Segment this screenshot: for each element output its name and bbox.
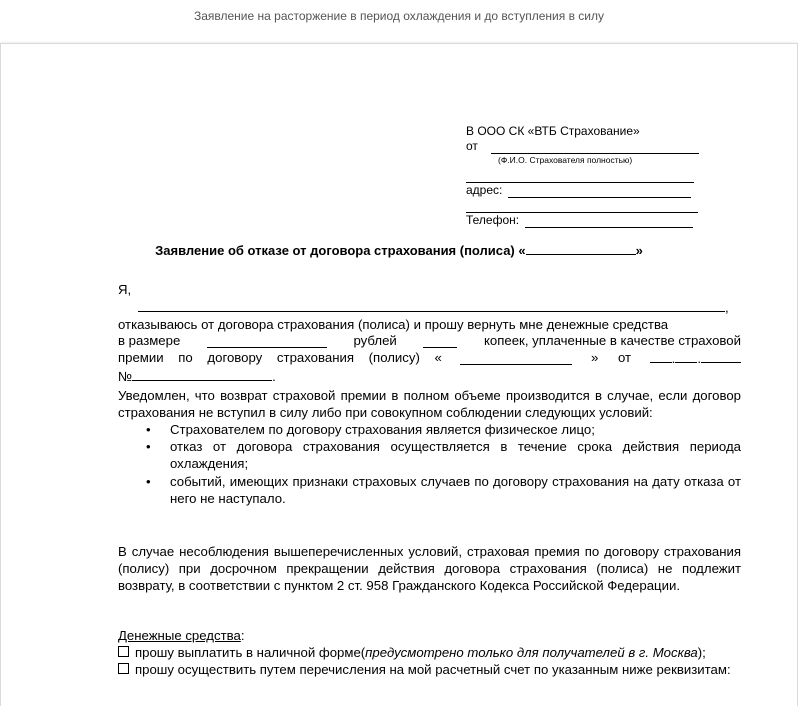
policy-row xyxy=(118,350,741,368)
list-item xyxy=(118,422,741,439)
from-row xyxy=(466,139,706,154)
non-compliance-paragraph: В случае несоблюдения вышеперечисленных условий, страховая премия по договору страхования (полису) при досрочном прекращении действия договора страхования (полиса) не подлежит возврату, в соответствии с пунктом 2 ст. 958 Гражданского Кодекса Российской Федерации. xyxy=(118,544,741,593)
fio-continuation-line xyxy=(466,170,694,183)
transfer-option-text: прошу осуществить путем перечисления на мой расчетный счет по указанным ниже реквизитам: xyxy=(135,661,731,677)
number-blank xyxy=(132,368,272,381)
from-label: от xyxy=(466,139,478,153)
cash-option-end: ); xyxy=(697,644,706,660)
date-blank: . . xyxy=(650,350,741,368)
addressee-block xyxy=(466,124,706,228)
list-item-text: Страхователем по договору страхования является физическое лицо; xyxy=(170,421,595,437)
addressee-to: В ООО СК «ВТБ Страхование» xyxy=(466,124,640,138)
amount-label: в размере xyxy=(118,333,181,349)
list-item-text: отказ от договора страхования осуществляется в течение срока действия периода охлаждения; xyxy=(170,439,741,472)
fio-note: (Ф.И.О. Страхователя полностью) xyxy=(498,155,633,165)
bullet-dot: • xyxy=(146,439,151,455)
kopeks-label: копеек, уплаченные в качестве страховой xyxy=(483,333,741,349)
list-item-text: событий, имеющих признаки страховых случаев по договору страхования на дату отказа от него не наступало. xyxy=(170,473,741,506)
cash-option-text: прошу выплатить в наличной форме( xyxy=(135,644,366,660)
transfer-option xyxy=(118,662,741,679)
ya-label: Я, xyxy=(118,282,132,297)
money-heading: Денежные средства xyxy=(118,628,241,643)
phone-label: Телефон: xyxy=(466,213,520,227)
conditions-paragraph xyxy=(118,388,741,509)
number-row xyxy=(118,368,741,386)
phone-row xyxy=(466,213,706,228)
title-close-quote: » xyxy=(635,243,643,258)
policy-number-blank xyxy=(526,243,636,255)
amount-row xyxy=(118,333,741,350)
address-continuation-row xyxy=(466,198,706,213)
phone-line xyxy=(525,215,693,228)
rubles-blank xyxy=(207,335,327,348)
money-colon: : xyxy=(240,628,245,643)
money-section xyxy=(118,628,741,678)
list-item xyxy=(118,439,741,473)
address-line xyxy=(508,185,691,198)
number-sign: № xyxy=(118,368,133,384)
title-text: Заявление об отказе от договора страхования (полиса) « xyxy=(155,243,526,258)
from-fio-line xyxy=(491,141,699,154)
kopeks-blank xyxy=(423,335,457,348)
full-name-blank xyxy=(138,299,725,312)
document-caption: Заявление на расторжение в период охлаждения и до вступления в силу xyxy=(193,9,604,23)
bullet-dot: • xyxy=(146,421,151,437)
refusal-line: отказываюсь от договора страхования (полиса) и прошу вернуть мне денежные средства xyxy=(118,316,669,332)
refusal-paragraph xyxy=(118,282,741,386)
cash-option xyxy=(118,645,741,662)
number-period: . xyxy=(272,368,276,384)
rubles-label: рублей xyxy=(353,333,397,349)
policy-date-label: » от xyxy=(591,350,632,366)
document-page xyxy=(0,43,798,706)
conditions-intro: Уведомлен, что возврат страховой премии в полном объеме производится в случае, если договор страхования не вступил в силу либо при совокупном соблюдении следующих условий: xyxy=(118,388,741,420)
policy-label: премии по договору страхования (полису) « xyxy=(118,350,442,366)
address-continuation-line xyxy=(466,200,698,213)
money-heading-row xyxy=(118,628,741,645)
cash-option-note: предусмотрено только для получателей в г. Москва xyxy=(365,644,698,660)
policy-blank xyxy=(460,352,572,365)
name-row: Я, , xyxy=(118,282,729,315)
address-row xyxy=(466,183,706,198)
bullet-dot: • xyxy=(146,473,151,489)
address-label: адрес: xyxy=(466,183,503,197)
list-item xyxy=(118,474,741,508)
transfer-option-checkbox[interactable] xyxy=(118,663,129,674)
fio-continuation-row xyxy=(466,168,706,183)
cash-option-checkbox[interactable] xyxy=(118,646,129,657)
document-title xyxy=(1,243,797,258)
conditions-list xyxy=(118,422,741,508)
